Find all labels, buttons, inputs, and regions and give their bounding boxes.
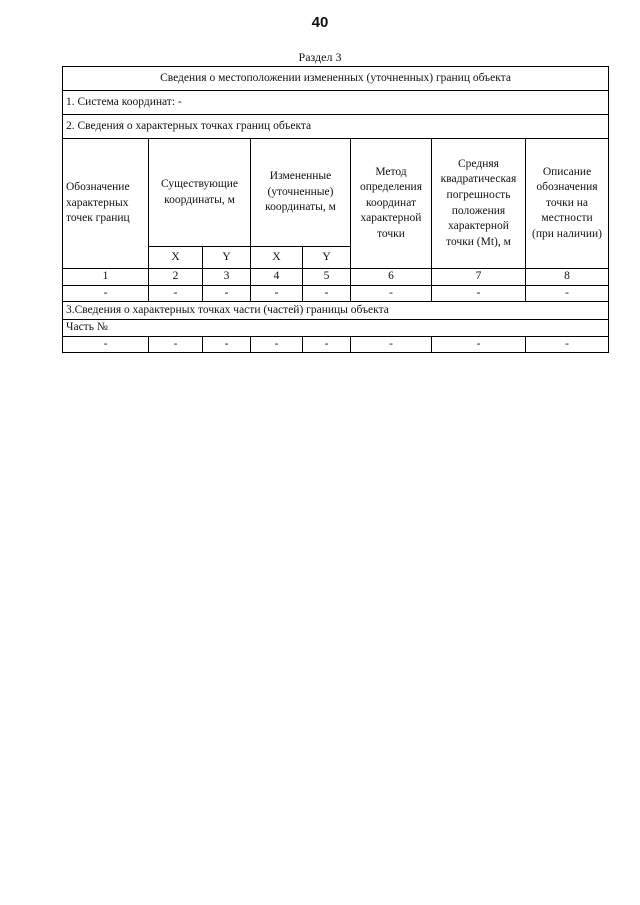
data-cell: -: [63, 336, 149, 353]
data-cell: -: [526, 336, 609, 353]
header-description: Описание обозначения точки на местности (при наличии): [526, 139, 609, 269]
column-number: 5: [303, 269, 351, 286]
part-label-row: [63, 320, 609, 337]
column-number: 2: [149, 269, 203, 286]
part-data-row: [63, 336, 609, 353]
data-cell: -: [351, 285, 432, 302]
column-number: 1: [63, 269, 149, 286]
coordinate-system: 1. Система координат: -: [63, 91, 609, 115]
header-row: [63, 139, 609, 247]
data-cell: -: [432, 285, 526, 302]
header-x-changed: X: [251, 247, 303, 269]
points-heading: 2. Сведения о характерных точках границ объекта: [63, 115, 609, 139]
points-data-row: [63, 285, 609, 302]
boundary-points-table: [62, 66, 609, 353]
header-x-existing: X: [149, 247, 203, 269]
header-y-changed: Y: [303, 247, 351, 269]
header-method: Метод определения координат характерной точки: [351, 139, 432, 269]
column-number-row: [63, 269, 609, 286]
part-heading-row: [63, 302, 609, 320]
header-changed-coordinates: Измененные (уточненные) координаты, м: [251, 139, 351, 247]
data-cell: -: [203, 336, 251, 353]
page-number: 40: [311, 14, 329, 31]
data-cell: -: [351, 336, 432, 353]
data-cell: -: [526, 285, 609, 302]
part-heading: 3.Сведения о характерных точках части (частей) границы объекта: [63, 302, 609, 320]
header-y-existing: Y: [203, 247, 251, 269]
data-cell: -: [251, 336, 303, 353]
points-heading-row: [63, 115, 609, 139]
column-number: 4: [251, 269, 303, 286]
data-cell: -: [303, 285, 351, 302]
data-cell: -: [432, 336, 526, 353]
coordinate-system-row: [63, 91, 609, 115]
data-cell: -: [303, 336, 351, 353]
column-number: 3: [203, 269, 251, 286]
column-number: 8: [526, 269, 609, 286]
header-accuracy: Средняя квадратическая погрешность положения характерной точки (Mt), м: [432, 139, 526, 269]
data-cell: -: [251, 285, 303, 302]
table-title: Сведения о местоположении измененных (уточненных) границ объекта: [63, 67, 609, 91]
data-cell: -: [149, 336, 203, 353]
column-number: 7: [432, 269, 526, 286]
data-cell: -: [63, 285, 149, 302]
section-label: Раздел 3: [298, 50, 342, 64]
data-cell: -: [203, 285, 251, 302]
header-designation: Обозначение характерных точек границ: [63, 139, 149, 269]
part-label: Часть №: [63, 320, 609, 337]
header-existing-coordinates: Существующие координаты, м: [149, 139, 251, 247]
column-number: 6: [351, 269, 432, 286]
table-title-row: [63, 67, 609, 91]
data-cell: -: [149, 285, 203, 302]
